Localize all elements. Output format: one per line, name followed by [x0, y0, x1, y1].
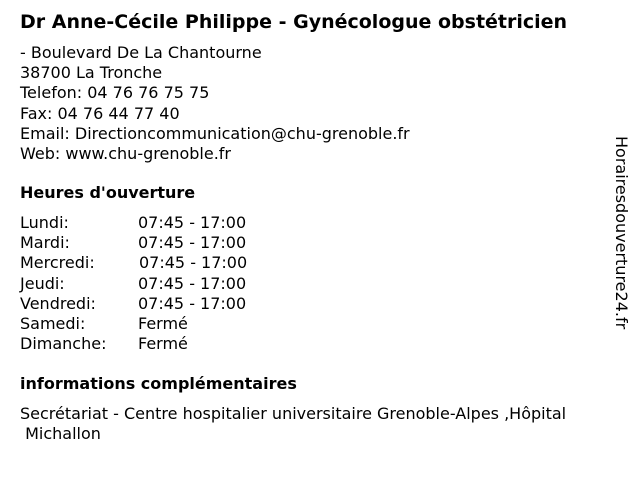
- info-line: Secrétariat - Centre hospitalier universitaire Grenoble-Alpes ,Hôpital: [20, 404, 567, 423]
- day-label: Lundi:: [20, 213, 69, 232]
- contact-block: [20, 43, 410, 164]
- watermark: [611, 136, 631, 346]
- day-label: Dimanche:: [20, 334, 107, 354]
- watermark-text: Horairesdouverture24.fr: [612, 136, 631, 330]
- day-label: Samedi:: [20, 313, 86, 333]
- time-value: Fermé: [138, 334, 188, 354]
- time-value: 07:45 - 17:00: [138, 293, 247, 313]
- phone-number: Telefon: 04 76 76 75 75: [20, 83, 210, 103]
- info-text: [20, 404, 620, 444]
- time-value: 07:45 - 17:00: [138, 213, 247, 232]
- website: Web: www.chu-grenoble.fr: [20, 144, 231, 164]
- address-street: - Boulevard De La Chantourne: [20, 43, 262, 62]
- page-title: Dr Anne-Cécile Philippe - Gynécologue obstétricien: [20, 11, 568, 33]
- time-value: 07:45 - 17:00: [139, 253, 248, 273]
- address-city: 38700 La Tronche: [20, 63, 163, 83]
- info-line: Michallon: [20, 424, 101, 443]
- day-label: Mardi:: [20, 233, 70, 253]
- time-value: 07:45 - 17:00: [138, 233, 247, 253]
- hours-heading: Heures d'ouverture: [20, 183, 196, 202]
- fax-number: Fax: 04 76 44 77 40: [20, 103, 180, 123]
- info-heading: informations complémentaires: [20, 374, 297, 393]
- day-label: Mercredi:: [20, 253, 95, 273]
- day-label: Vendredi:: [20, 293, 96, 313]
- day-label: Jeudi:: [20, 273, 65, 293]
- email-address: Email: Directioncommunication@chu-grenoble.fr: [20, 123, 410, 143]
- time-value: 07:45 - 17:00: [138, 273, 247, 293]
- time-value: Fermé: [138, 313, 188, 333]
